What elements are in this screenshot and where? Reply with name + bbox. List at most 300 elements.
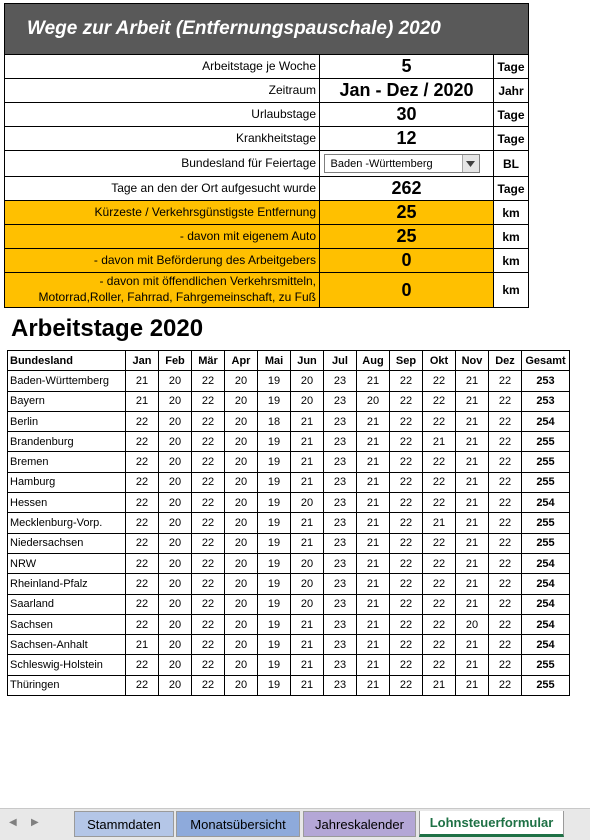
month-cell: 20 <box>159 675 192 695</box>
column-header: Feb <box>159 351 192 371</box>
month-cell: 22 <box>489 655 522 675</box>
month-cell: 22 <box>192 452 225 472</box>
month-cell: 21 <box>456 513 489 533</box>
bundesland-cell: Sachsen-Anhalt <box>8 635 126 655</box>
month-cell: 23 <box>324 655 357 675</box>
row-zeitraum <box>5 79 528 103</box>
month-cell: 23 <box>324 432 357 452</box>
month-cell: 22 <box>423 452 456 472</box>
bundesland-cell: Hamburg <box>8 472 126 492</box>
worktable-title: Arbeitstage 2020 <box>11 315 204 342</box>
table-row <box>8 614 570 634</box>
month-cell: 22 <box>423 614 456 634</box>
month-cell: 23 <box>324 675 357 695</box>
month-cell: 22 <box>390 635 423 655</box>
month-cell: 22 <box>126 614 159 634</box>
value-arbeitstage-woche[interactable]: 5 <box>320 55 494 78</box>
unit-krankheitstage: Tage <box>497 131 525 146</box>
month-cell: 22 <box>192 493 225 513</box>
month-cell: 20 <box>159 533 192 553</box>
month-cell: 22 <box>489 553 522 573</box>
month-cell: 22 <box>390 675 423 695</box>
table-row <box>8 472 570 492</box>
month-cell: 23 <box>324 493 357 513</box>
unit-entfernung: km <box>502 205 520 220</box>
worktable-body <box>8 371 570 696</box>
row-krankheitstage <box>5 127 528 151</box>
month-cell: 22 <box>390 432 423 452</box>
month-cell: 22 <box>126 594 159 614</box>
table-row <box>8 635 570 655</box>
unit-urlaubstage: Tage <box>497 107 525 122</box>
month-cell: 22 <box>126 452 159 472</box>
chevron-down-icon <box>466 161 475 167</box>
month-cell: 21 <box>456 432 489 452</box>
month-cell: 19 <box>258 574 291 594</box>
month-cell: 20 <box>291 391 324 411</box>
month-cell: 22 <box>390 411 423 431</box>
unit-oeffentlich: km <box>502 283 520 297</box>
month-cell: 22 <box>126 655 159 675</box>
month-cell: 20 <box>225 493 258 513</box>
month-cell: 21 <box>423 513 456 533</box>
commute-form <box>4 3 529 308</box>
month-cell: 20 <box>291 574 324 594</box>
table-row <box>8 533 570 553</box>
total-cell: 255 <box>522 533 570 553</box>
column-header: Aug <box>357 351 390 371</box>
table-row <box>8 391 570 411</box>
table-row <box>8 553 570 573</box>
month-cell: 21 <box>357 675 390 695</box>
month-cell: 23 <box>324 614 357 634</box>
row-arbeitstage-woche <box>5 55 528 79</box>
total-cell: 255 <box>522 432 570 452</box>
value-eigenes-auto[interactable]: 25 <box>320 225 494 248</box>
month-cell: 19 <box>258 614 291 634</box>
bundesland-cell: Brandenburg <box>8 432 126 452</box>
label-oeffentlich-line2: Motorrad,Roller, Fahrrad, Fahrgemeinschaft, zu Fuß <box>38 290 316 304</box>
month-cell: 22 <box>192 472 225 492</box>
column-header: Bundesland <box>8 351 126 371</box>
unit-bundesland: BL <box>503 156 519 171</box>
month-cell: 22 <box>126 675 159 695</box>
month-cell: 21 <box>291 513 324 533</box>
total-cell: 254 <box>522 493 570 513</box>
row-tage-aufgesucht <box>5 177 528 201</box>
month-cell: 22 <box>489 635 522 655</box>
month-cell: 22 <box>423 391 456 411</box>
month-cell: 22 <box>489 472 522 492</box>
total-cell: 255 <box>522 452 570 472</box>
month-cell: 22 <box>489 432 522 452</box>
total-cell: 254 <box>522 594 570 614</box>
month-cell: 21 <box>357 614 390 634</box>
table-row <box>8 411 570 431</box>
unit-arbeitgeber: km <box>502 253 520 268</box>
month-cell: 21 <box>456 655 489 675</box>
month-cell: 22 <box>126 493 159 513</box>
table-row <box>8 655 570 675</box>
month-cell: 22 <box>423 411 456 431</box>
month-cell: 20 <box>159 574 192 594</box>
month-cell: 21 <box>357 513 390 533</box>
month-cell: 22 <box>390 472 423 492</box>
bundesland-cell: Bayern <box>8 391 126 411</box>
month-cell: 23 <box>324 513 357 533</box>
month-cell: 21 <box>456 533 489 553</box>
label-entfernung: Kürzeste / Verkehrsgünstigste Entfernung <box>5 201 320 224</box>
column-header: Dez <box>489 351 522 371</box>
month-cell: 22 <box>390 614 423 634</box>
month-cell: 22 <box>390 574 423 594</box>
month-cell: 21 <box>456 452 489 472</box>
month-cell: 22 <box>192 594 225 614</box>
month-cell: 23 <box>324 594 357 614</box>
column-header: Nov <box>456 351 489 371</box>
month-cell: 20 <box>225 391 258 411</box>
bundesland-dropdown[interactable] <box>324 154 480 173</box>
month-cell: 21 <box>291 411 324 431</box>
month-cell: 20 <box>225 411 258 431</box>
month-cell: 21 <box>357 493 390 513</box>
column-header: Okt <box>423 351 456 371</box>
value-krankheitstage[interactable]: 12 <box>320 127 494 150</box>
row-eigenes-auto <box>5 225 528 249</box>
month-cell: 21 <box>456 472 489 492</box>
month-cell: 21 <box>357 655 390 675</box>
month-cell: 20 <box>225 594 258 614</box>
month-cell: 22 <box>423 594 456 614</box>
month-cell: 22 <box>423 493 456 513</box>
row-entfernung <box>5 201 528 225</box>
month-cell: 21 <box>357 594 390 614</box>
month-cell: 19 <box>258 391 291 411</box>
column-header: Jan <box>126 351 159 371</box>
month-cell: 22 <box>192 411 225 431</box>
month-cell: 19 <box>258 371 291 391</box>
month-cell: 22 <box>192 675 225 695</box>
month-cell: 21 <box>126 371 159 391</box>
month-cell: 22 <box>126 411 159 431</box>
month-cell: 18 <box>258 411 291 431</box>
tab-monatsuebersicht[interactable]: Monatsübersicht <box>176 811 300 837</box>
month-cell: 21 <box>291 533 324 553</box>
table-row <box>8 594 570 614</box>
table-row <box>8 452 570 472</box>
month-cell: 22 <box>423 533 456 553</box>
month-cell: 23 <box>324 371 357 391</box>
value-arbeitgeber[interactable]: 0 <box>320 249 494 272</box>
month-cell: 20 <box>159 452 192 472</box>
month-cell: 22 <box>192 513 225 533</box>
total-cell: 255 <box>522 513 570 533</box>
label-arbeitstage-woche: Arbeitstage je Woche <box>5 55 320 78</box>
month-cell: 22 <box>423 371 456 391</box>
month-cell: 22 <box>192 574 225 594</box>
column-header: Sep <box>390 351 423 371</box>
bundesland-cell: Rheinland-Pfalz <box>8 574 126 594</box>
month-cell: 22 <box>390 391 423 411</box>
month-cell: 21 <box>357 432 390 452</box>
value-tage-aufgesucht: 262 <box>320 177 494 200</box>
total-cell: 255 <box>522 655 570 675</box>
sheet-tab-bar <box>0 808 590 840</box>
month-cell: 22 <box>423 655 456 675</box>
month-cell: 23 <box>324 391 357 411</box>
unit-arbeitstage-woche: Tage <box>497 59 525 74</box>
row-urlaubstage <box>5 103 528 127</box>
table-row <box>8 493 570 513</box>
month-cell: 21 <box>456 371 489 391</box>
worktable-header-row <box>8 351 570 371</box>
month-cell: 22 <box>489 371 522 391</box>
column-header: Apr <box>225 351 258 371</box>
row-bundesland <box>5 151 528 177</box>
month-cell: 19 <box>258 655 291 675</box>
bundesland-cell: Niedersachsen <box>8 533 126 553</box>
month-cell: 20 <box>159 635 192 655</box>
column-header: Mai <box>258 351 291 371</box>
month-cell: 23 <box>324 635 357 655</box>
month-cell: 19 <box>258 553 291 573</box>
month-cell: 20 <box>225 371 258 391</box>
bundesland-cell: Berlin <box>8 411 126 431</box>
month-cell: 22 <box>126 553 159 573</box>
month-cell: 20 <box>225 472 258 492</box>
month-cell: 22 <box>390 533 423 553</box>
month-cell: 21 <box>357 574 390 594</box>
table-row <box>8 675 570 695</box>
month-cell: 22 <box>126 472 159 492</box>
bundesland-cell: Sachsen <box>8 614 126 634</box>
month-cell: 19 <box>258 635 291 655</box>
month-cell: 21 <box>456 553 489 573</box>
month-cell: 19 <box>258 432 291 452</box>
month-cell: 21 <box>126 391 159 411</box>
month-cell: 22 <box>489 513 522 533</box>
month-cell: 20 <box>225 452 258 472</box>
month-cell: 21 <box>456 675 489 695</box>
month-cell: 20 <box>159 553 192 573</box>
month-cell: 22 <box>489 391 522 411</box>
month-cell: 21 <box>291 675 324 695</box>
bundesland-selected: Baden -Württemberg <box>330 157 433 170</box>
month-cell: 22 <box>390 371 423 391</box>
month-cell: 23 <box>324 553 357 573</box>
month-cell: 23 <box>324 452 357 472</box>
bundesland-cell: NRW <box>8 553 126 573</box>
unit-tage-aufgesucht: Tage <box>497 181 525 196</box>
label-oeffentlich <box>5 273 320 307</box>
month-cell: 20 <box>456 614 489 634</box>
row-arbeitgeber <box>5 249 528 273</box>
column-header: Mär <box>192 351 225 371</box>
table-row <box>8 432 570 452</box>
month-cell: 20 <box>291 371 324 391</box>
total-cell: 254 <box>522 635 570 655</box>
triangle-left-icon[interactable]: ◀ <box>9 817 17 828</box>
unit-zeitraum: Jahr <box>498 83 524 98</box>
month-cell: 20 <box>225 553 258 573</box>
month-cell: 22 <box>192 635 225 655</box>
month-cell: 23 <box>324 411 357 431</box>
label-zeitraum: Zeitraum <box>5 79 320 102</box>
bundesland-cell: Schleswig-Holstein <box>8 655 126 675</box>
month-cell: 22 <box>390 594 423 614</box>
value-urlaubstage[interactable]: 30 <box>320 103 494 126</box>
month-cell: 22 <box>489 574 522 594</box>
month-cell: 21 <box>423 675 456 695</box>
bundesland-cell <box>320 151 494 176</box>
month-cell: 22 <box>192 655 225 675</box>
month-cell: 20 <box>225 675 258 695</box>
label-krankheitstage: Krankheitstage <box>5 127 320 150</box>
month-cell: 19 <box>258 675 291 695</box>
month-cell: 20 <box>225 614 258 634</box>
month-cell: 20 <box>291 553 324 573</box>
month-cell: 22 <box>192 553 225 573</box>
total-cell: 254 <box>522 574 570 594</box>
month-cell: 20 <box>225 533 258 553</box>
month-cell: 21 <box>456 635 489 655</box>
total-cell: 254 <box>522 614 570 634</box>
month-cell: 22 <box>489 675 522 695</box>
triangle-right-icon[interactable]: ▶ <box>31 817 39 828</box>
bundesland-cell: Saarland <box>8 594 126 614</box>
total-cell: 255 <box>522 472 570 492</box>
month-cell: 20 <box>225 513 258 533</box>
label-bundesland: Bundesland für Feiertage <box>5 151 320 176</box>
bundesland-cell: Baden-Württemberg <box>8 371 126 391</box>
month-cell: 19 <box>258 472 291 492</box>
month-cell: 22 <box>390 553 423 573</box>
month-cell: 21 <box>291 452 324 472</box>
month-cell: 20 <box>159 614 192 634</box>
bundesland-cell: Thüringen <box>8 675 126 695</box>
month-cell: 19 <box>258 452 291 472</box>
month-cell: 20 <box>159 594 192 614</box>
month-cell: 22 <box>390 493 423 513</box>
worktable <box>7 350 570 696</box>
month-cell: 21 <box>357 533 390 553</box>
month-cell: 22 <box>423 574 456 594</box>
form-title: Wege zur Arbeit (Entfernungspauschale) 2020 <box>5 4 528 55</box>
month-cell: 20 <box>291 594 324 614</box>
month-cell: 22 <box>489 533 522 553</box>
month-cell: 23 <box>324 472 357 492</box>
month-cell: 20 <box>225 432 258 452</box>
dropdown-button[interactable] <box>462 155 479 172</box>
month-cell: 22 <box>192 614 225 634</box>
month-cell: 20 <box>225 655 258 675</box>
table-row <box>8 513 570 533</box>
month-cell: 22 <box>390 452 423 472</box>
month-cell: 22 <box>489 614 522 634</box>
month-cell: 20 <box>357 391 390 411</box>
month-cell: 21 <box>456 574 489 594</box>
label-tage-aufgesucht: Tage an den der Ort aufgesucht wurde <box>5 177 320 200</box>
month-cell: 22 <box>489 594 522 614</box>
month-cell: 20 <box>159 655 192 675</box>
tab-stammdaten[interactable]: Stammdaten <box>74 811 174 837</box>
bundesland-cell: Hessen <box>8 493 126 513</box>
label-arbeitgeber: - davon mit Beförderung des Arbeitgebers <box>5 249 320 272</box>
month-cell: 21 <box>357 371 390 391</box>
label-eigenes-auto: - davon mit eigenem Auto <box>5 225 320 248</box>
month-cell: 19 <box>258 493 291 513</box>
value-oeffentlich[interactable]: 0 <box>320 273 494 307</box>
month-cell: 21 <box>291 655 324 675</box>
month-cell: 21 <box>357 553 390 573</box>
month-cell: 19 <box>258 533 291 553</box>
month-cell: 21 <box>423 432 456 452</box>
month-cell: 22 <box>390 513 423 533</box>
month-cell: 22 <box>192 371 225 391</box>
total-cell: 254 <box>522 411 570 431</box>
month-cell: 22 <box>126 533 159 553</box>
month-cell: 23 <box>324 533 357 553</box>
month-cell: 19 <box>258 594 291 614</box>
table-row <box>8 574 570 594</box>
month-cell: 20 <box>159 391 192 411</box>
month-cell: 20 <box>225 574 258 594</box>
bundesland-cell: Bremen <box>8 452 126 472</box>
month-cell: 22 <box>192 432 225 452</box>
month-cell: 22 <box>192 391 225 411</box>
row-oeffentlich <box>5 273 528 307</box>
month-cell: 21 <box>291 432 324 452</box>
month-cell: 21 <box>291 614 324 634</box>
label-urlaubstage: Urlaubstage <box>5 103 320 126</box>
month-cell: 20 <box>159 371 192 391</box>
unit-eigenes-auto: km <box>502 229 520 244</box>
month-cell: 21 <box>456 594 489 614</box>
month-cell: 20 <box>225 635 258 655</box>
month-cell: 20 <box>159 411 192 431</box>
month-cell: 23 <box>324 574 357 594</box>
month-cell: 22 <box>489 452 522 472</box>
month-cell: 21 <box>357 411 390 431</box>
month-cell: 21 <box>456 493 489 513</box>
month-cell: 22 <box>126 513 159 533</box>
month-cell: 22 <box>126 574 159 594</box>
bundesland-cell: Mecklenburg-Vorp. <box>8 513 126 533</box>
value-zeitraum[interactable]: Jan - Dez / 2020 <box>320 79 494 102</box>
month-cell: 22 <box>192 533 225 553</box>
month-cell: 19 <box>258 513 291 533</box>
total-cell: 253 <box>522 371 570 391</box>
month-cell: 22 <box>390 655 423 675</box>
label-oeffentlich-line1: - davon mit öffendlichen Verkehrsmitteln, <box>99 274 316 289</box>
total-cell: 253 <box>522 391 570 411</box>
month-cell: 22 <box>423 553 456 573</box>
tab-lohnsteuerformular[interactable]: Lohnsteuerformular <box>419 811 564 837</box>
month-cell: 21 <box>291 472 324 492</box>
month-cell: 20 <box>159 513 192 533</box>
table-row <box>8 371 570 391</box>
column-header: Jul <box>324 351 357 371</box>
month-cell: 22 <box>489 411 522 431</box>
column-header: Jun <box>291 351 324 371</box>
month-cell: 21 <box>126 635 159 655</box>
column-header: Gesamt <box>522 351 570 371</box>
total-cell: 255 <box>522 675 570 695</box>
month-cell: 22 <box>489 493 522 513</box>
value-entfernung[interactable]: 25 <box>320 201 494 224</box>
month-cell: 21 <box>456 411 489 431</box>
tab-jahreskalender[interactable]: Jahreskalender <box>303 811 416 837</box>
